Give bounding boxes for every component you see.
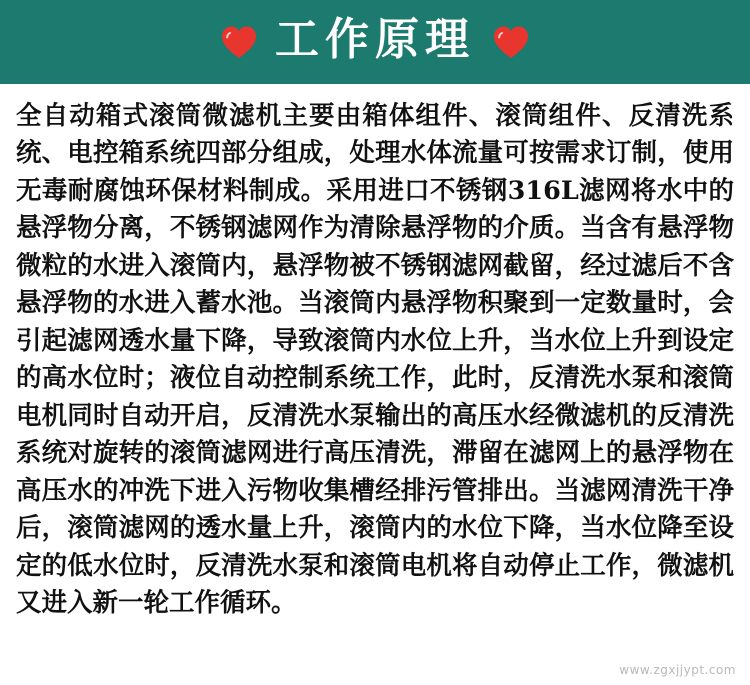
- watermark-text: www.zgxjjypt.com: [619, 663, 736, 677]
- heart-icon: [221, 25, 257, 59]
- description-paragraph: 全自动箱式滚筒微滤机主要由箱体组件、滚筒组件、反清洗系统、电控箱系统四部分组成，处理水体流量可按需求订制，使用无毒耐腐蚀环保材料制成。采用进口不锈钢316L滤网将水中的悬浮物分离，不锈钢滤网作为清除悬浮物的介质。当含有悬浮物微粒的水进入滚筒内，悬浮物被不锈钢滤网截留，经过滤后不含悬浮物的水进入蓄水池。当滚筒内悬浮物积聚到一定数量时，会引起滤网透水量下降，导致滚筒内水位上升，当水位上升到设定的高水位时；液位自动控制系统工作，此时，反清洗水泵和滚筒电机同时自动开启，反清洗水泵输出的高压水经微滤机的反清洗系统对旋转的滚筒滤网进行高压清洗，滞留在滤网上的悬浮物在高压水的冲洗下进入污物收集槽经排污管排出。当滤网清洗干净后，滚筒滤网的透水量上升，滚筒内的水位下降，当水位降至设定的低水位时，反清洗水泵和滚筒电机将自动停止工作，微滤机又进入新一轮工作循环。: [16, 101, 734, 619]
- header-banner: [0, 0, 750, 84]
- page-title: 工作原理: [275, 14, 475, 65]
- heart-icon: [493, 25, 529, 59]
